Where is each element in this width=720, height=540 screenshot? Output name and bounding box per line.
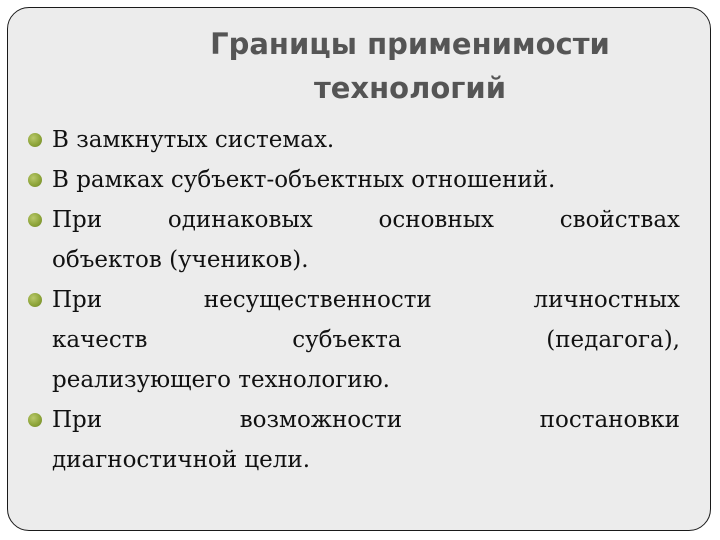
bullet-text-line: При возможности постановки bbox=[52, 407, 680, 433]
bullet-text-line: объектов (учеников). bbox=[52, 247, 309, 273]
bullet-dot-icon bbox=[28, 213, 42, 227]
bullet-text-line: диагностичной цели. bbox=[52, 447, 311, 473]
slide-title-line-2: технологий bbox=[313, 71, 507, 105]
bullet-text-line: При несущественности личностных bbox=[52, 287, 680, 313]
bullet-list bbox=[28, 120, 680, 480]
bullet-item bbox=[28, 120, 680, 160]
bullet-dot-icon bbox=[28, 173, 42, 187]
bullet-dot-icon bbox=[28, 133, 42, 147]
bullet-dot-icon bbox=[28, 413, 42, 427]
bullet-dot-icon bbox=[28, 293, 42, 307]
slide-title-line-1: Границы применимости bbox=[210, 27, 610, 61]
slide-title bbox=[40, 22, 720, 110]
bullet-text-line: реализующего технологию. bbox=[52, 367, 390, 393]
bullet-item bbox=[28, 400, 680, 480]
bullet-text-line: При одинаковых основных свойствах bbox=[52, 207, 680, 233]
bullet-text-line: В замкнутых системах. bbox=[52, 127, 335, 153]
bullet-text-line: качеств субъекта (педагога), bbox=[52, 327, 680, 353]
bullet-item bbox=[28, 200, 680, 280]
bullet-item bbox=[28, 280, 680, 400]
bullet-item bbox=[28, 160, 680, 200]
bullet-text-line: В рамках субъект-объектных отношений. bbox=[52, 167, 556, 193]
